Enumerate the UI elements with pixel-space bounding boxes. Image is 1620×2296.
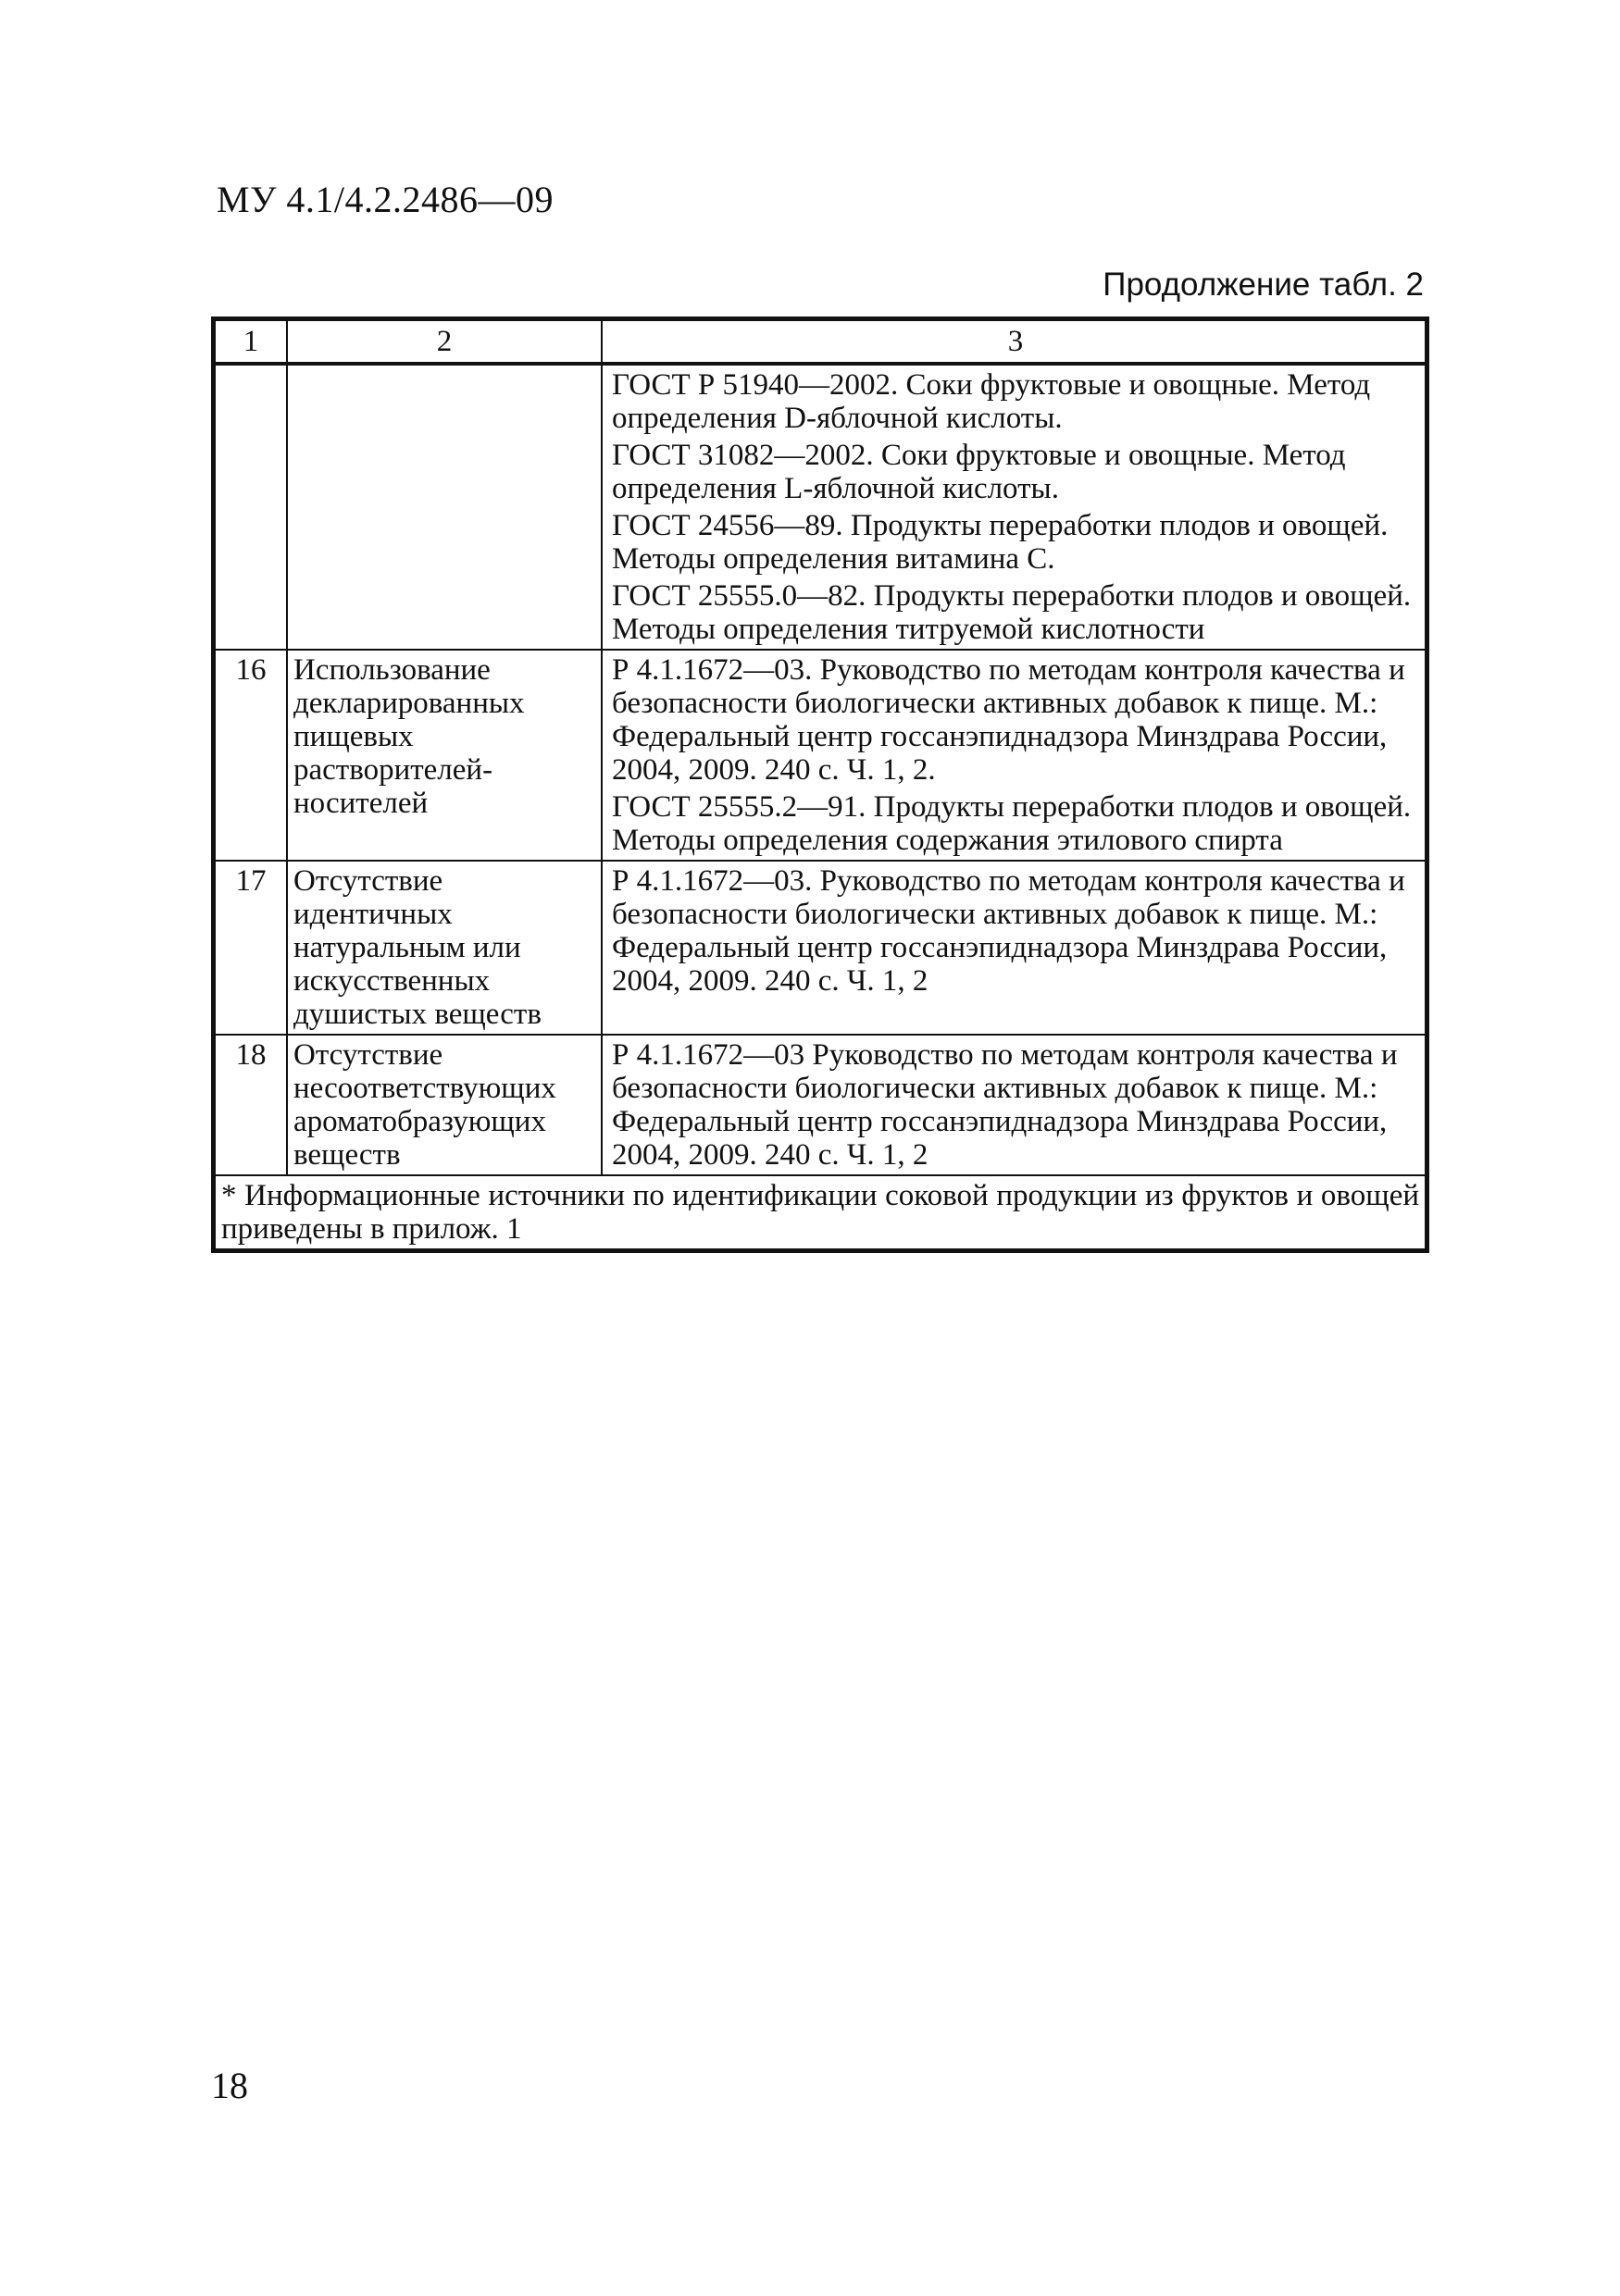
row-indicator: Отсутствие идентичных натуральным или искусственных душистых веществ	[287, 861, 602, 1035]
page-number: 18	[211, 2065, 248, 2106]
column-header-3: 3	[602, 319, 1427, 365]
table-row	[214, 364, 1427, 650]
row-methods	[602, 650, 1427, 861]
column-header-2: 2	[287, 319, 602, 365]
row-number: 16	[214, 650, 288, 861]
table-header-row	[214, 319, 1427, 365]
table-footnote: * Информационные источники по идентификации соковой продукции из фруктов и овощей приведены в прилож. 1	[214, 1175, 1427, 1251]
row-indicator	[287, 364, 602, 650]
row-methods	[602, 1035, 1427, 1175]
row-methods	[602, 364, 1427, 650]
document-code: МУ 4.1/4.2.2486—09	[217, 179, 554, 220]
method-reference: ГОСТ 25555.2—91. Продукты переработки плодов и овощей. Методы определения содержания этилового спирта	[612, 790, 1412, 857]
method-reference: Р 4.1.1672—03 Руководство по методам контроля качества и безопасности биологически активных добавок к пище. М.: Федеральный центр госсанэпиднадзора Минздрава России, 2004, 2009. 240 с. Ч. 1, 2	[612, 1038, 1398, 1172]
row-number: 17	[214, 861, 288, 1035]
column-header-1: 1	[214, 319, 288, 365]
row-indicator: Отсутствие несоответствующих ароматобразующих веществ	[287, 1035, 602, 1175]
methods-table	[211, 316, 1429, 1253]
table-caption: Продолжение табл. 2	[1103, 267, 1424, 303]
row-number	[214, 364, 288, 650]
row-methods	[602, 861, 1427, 1035]
method-reference: Р 4.1.1672—03. Руководство по методам контроля качества и безопасности биологически активных добавок к пище. М.: Федеральный центр госсанэпиднадзора Минздрава России, 2004, 2009. 240 с. Ч. 1, 2	[612, 864, 1405, 998]
row-number: 18	[214, 1035, 288, 1175]
table-row	[214, 650, 1427, 861]
table-row	[214, 861, 1427, 1035]
method-reference: ГОСТ 24556—89. Продукты переработки плодов и овощей. Методы определения витамина С.	[612, 509, 1389, 576]
method-reference: ГОСТ 31082—2002. Соки фруктовые и овощные. Метод определения L-яблочной кислоты.	[612, 439, 1346, 505]
row-indicator: Использование декларированных пищевых растворителей-носителей	[287, 650, 602, 861]
table-footnote-row	[214, 1175, 1427, 1251]
table-row	[214, 1035, 1427, 1175]
method-reference: ГОСТ Р 51940—2002. Соки фруктовые и овощные. Метод определения D-яблочной кислоты.	[612, 368, 1371, 435]
method-reference: ГОСТ 25555.0—82. Продукты переработки плодов и овощей. Методы определения титруемой кислотности	[612, 579, 1412, 646]
method-reference: Р 4.1.1672—03. Руководство по методам контроля качества и безопасности биологически активных добавок к пище. М.: Федеральный центр госсанэпиднадзора Минздрава России, 2004, 2009. 240 с. Ч. 1, 2.	[612, 653, 1405, 787]
